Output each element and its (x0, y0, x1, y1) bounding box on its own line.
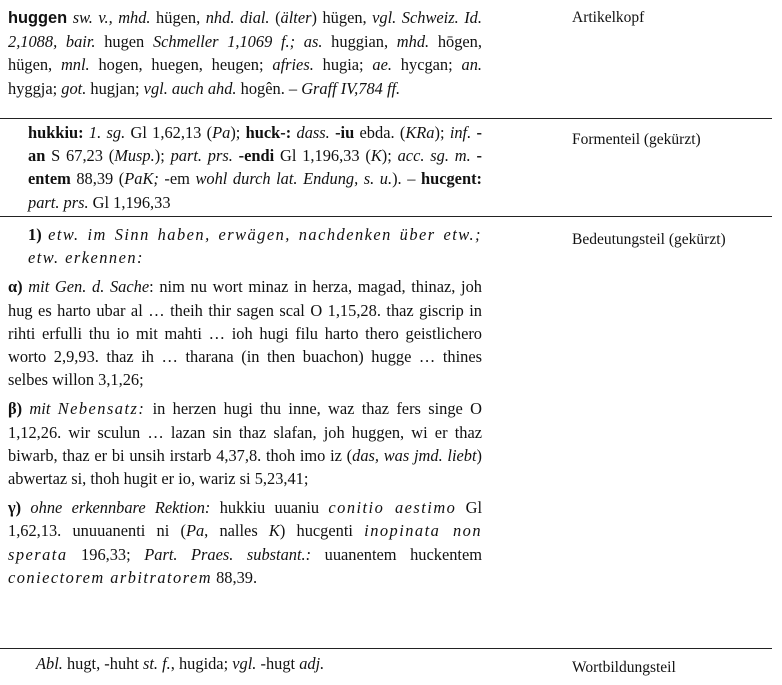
text-run: hugia; (322, 55, 373, 75)
text-run: st. f. (143, 654, 171, 673)
text-run: mnl. (60, 55, 99, 75)
text-run: ); (434, 123, 450, 142)
text-run: 1. sg. (88, 123, 131, 142)
text-run: afries. (272, 55, 323, 75)
text-run: -iu (335, 123, 360, 142)
artikelkopf-text (8, 6, 482, 100)
text-run: : nim nu wort minaz in herza, magad, thinaz, joh hug es harto ubar al … theih thir sagen scal O 1,15,28. thaz giscrip in rihti erfulli thu io mit mahti … ioh hugi filu harto thero geistlichero worto 2,9,93. thaz ih … tharana (in then buachon) hugge … thines selbes willon 3,1,26; (8, 277, 482, 390)
text-run: ) abwertaz si, thoh hugit er io, wariz si 5,23,41; (8, 445, 483, 489)
text-run: vgl. auch ahd. (143, 78, 241, 98)
text-run: Abl. (36, 654, 67, 673)
text-run: mit Gen. d. Sache (28, 277, 150, 297)
text-run: 1) (28, 225, 49, 244)
text-run: part. prs. (28, 192, 93, 212)
text-run: , nalles (204, 521, 269, 541)
text-run: -entem (28, 146, 482, 189)
text-run: ohne erkennbare Rektion: (30, 498, 220, 518)
text-run: Schmeller 1,1069 f.; as. (152, 32, 332, 52)
text-run: älter (280, 8, 312, 27)
text-run: ); (230, 123, 246, 142)
text-run: acc. sg. m. (397, 146, 477, 166)
text-run: 88,39 ( (76, 169, 125, 189)
text-run: hogen, huegen, heugen; (98, 55, 273, 75)
bedeutungsteil-text (8, 223, 482, 595)
wortbildungsteil-text (8, 652, 482, 675)
text-run: Gl 1,62,13 ( (130, 123, 213, 142)
text-run: 196,33; (67, 544, 145, 564)
text-run: β) (8, 399, 30, 419)
text-run: adj. (299, 654, 325, 673)
text-run: Pa (212, 123, 231, 142)
meaning-heading (8, 223, 482, 269)
text-run: wohl durch lat. Endung, s. u. (195, 169, 393, 189)
meaning-subsection (8, 397, 482, 490)
text-run: -hugt (260, 654, 300, 673)
text-run: inf. (449, 123, 477, 142)
text-run: PaK; (124, 169, 165, 189)
text-run: hugt, -huht (66, 654, 143, 673)
section-divider (0, 118, 772, 119)
text-run: ebda. ( (359, 123, 406, 142)
text-run: mhd. (396, 32, 438, 52)
text-run: K (370, 146, 382, 166)
text-run: -an (28, 123, 482, 166)
text-run: Nebensatz: (57, 399, 146, 419)
text-run: , hugida; (170, 654, 233, 673)
text-run: hyggja; (8, 78, 62, 98)
text-run: uuanentem huckentem (311, 544, 482, 564)
section-divider (0, 648, 772, 649)
text-run: hukkiu uuaniu (219, 498, 329, 518)
formenteil-label: Formenteil (gekürzt) (572, 131, 701, 148)
text-run: ae. (372, 55, 401, 75)
bedeutungsteil-label: Bedeutungsteil (gekürzt) (572, 231, 726, 248)
text-run: conitio aestimo (328, 498, 457, 518)
text-run: 88,39. (212, 567, 258, 587)
text-run: part. prs. (170, 146, 239, 166)
text-run: vgl. (232, 654, 261, 673)
text-run: in herzen hugi thu inne, waz thaz fers singe O 1,12,26. wir sculun … lazan sin thaz slafan, joh huggen, wi er thaz biwarb, thaz er bi unsih irstarb 4,37,8. thoh imo iz ( (8, 399, 482, 465)
text-run: Graff IV,784 ff. (301, 78, 401, 98)
text-run: Part. Praes. substant.: (144, 544, 312, 564)
text-run: hugjan; (90, 78, 144, 98)
text-run: ). – (392, 169, 421, 189)
text-run: mit (29, 399, 58, 419)
text-run: hucgent: (420, 169, 482, 189)
text-run: Gl 1,196,33 ( (280, 146, 371, 166)
text-run: ) hucgenti (279, 521, 365, 541)
wortbildungsteil-label: Wortbildungsteil (572, 659, 676, 676)
text-run: K (268, 521, 280, 541)
text-run: etw. im Sinn haben, erwägen, nachdenken über etw.; etw. erkennen: (28, 225, 482, 268)
text-run: got. (61, 78, 91, 98)
text-run: S 67,23 ( (51, 146, 115, 166)
text-run: huck-: (245, 123, 297, 142)
text-run: hogên. – (240, 78, 302, 98)
text-run: an. (461, 55, 482, 75)
artikelkopf-label: Artikelkopf (572, 9, 645, 26)
text-run: inopinata non sperata (8, 521, 482, 564)
text-run: Gl 1,62,13. unuuanenti ni ( (8, 498, 483, 541)
text-run: das, was jmd. liebt (352, 445, 477, 465)
text-run: -em (164, 169, 196, 189)
text-run: Musp. (114, 146, 155, 166)
text-run: hycgan; (400, 55, 462, 75)
text-run: ); (154, 146, 171, 166)
meaning-subsection (8, 496, 482, 589)
text-run: coniectorem arbitratorem (8, 567, 213, 587)
text-run: nhd. dial. (205, 8, 276, 27)
text-run: hugen (104, 32, 153, 52)
text-run: sw. v., mhd. (67, 8, 157, 27)
text-run: -endi (238, 146, 280, 166)
text-run: hōgen, hügen, (8, 32, 482, 75)
headword: huggen (8, 9, 68, 27)
text-run: vgl. Schweiz. Id. 2,1088, bair. (8, 8, 482, 52)
text-run: hukkiu: (28, 123, 89, 142)
text-run: Gl 1,196,33 (92, 192, 171, 212)
text-run: KRa (405, 123, 435, 142)
text-run: Pa (185, 521, 205, 541)
text-run: huggian, (331, 32, 397, 52)
text-run: ); (381, 146, 398, 166)
text-run: hügen, (156, 8, 206, 27)
meaning-subsection (8, 275, 482, 391)
text-run: α) (8, 277, 29, 297)
section-divider (0, 216, 772, 217)
text-run: ( (275, 8, 281, 27)
text-run: γ) (8, 498, 31, 518)
formenteil-text (8, 121, 482, 214)
text-run: dass. (296, 123, 336, 142)
text-run: ) hügen, (311, 8, 373, 27)
